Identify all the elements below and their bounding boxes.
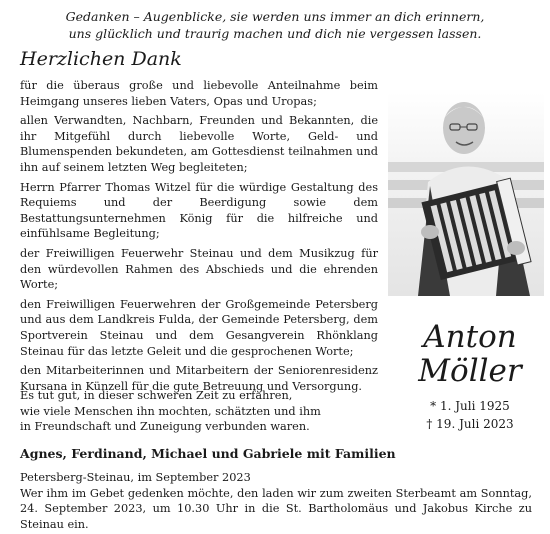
portrait-photo	[388, 92, 544, 296]
memorial-quote	[40, 8, 510, 42]
closing-line: in Freundschaft und Zuneigung verbunden waren.	[20, 420, 310, 434]
thanks-heading: Herzlichen Dank	[20, 48, 182, 70]
thanks-paragraph: der Freiwilligen Feuerwehr Steinau und dem Musikzug für den würdevollen Rahmen des Abschieds und die ehrenden Worte;	[20, 246, 378, 292]
thanks-paragraph: für die überaus große und liebevolle Anteilnahme beim Heimgang unseres lieben Vaters, Opas und Uropas;	[20, 79, 378, 108]
thanks-paragraph: allen Verwandten, Nachbarn, Freunden und Bekannten, die ihr Mitgefühl durch liebevolle Worte, Geld- und Blumenspenden bekundeten, am Gottesdienst teilnahmen und ihn auf seinem letzten Weg begleiteten;	[20, 114, 378, 174]
last-name: Möller	[418, 353, 522, 389]
service-invitation: Wer ihm im Gebet gedenken möchte, den laden wir zum zweiten Sterbeamt am Sonntag, 24. September 2023, um 10.30 Uhr in die St. Bartholomäus und Jakobus Kirche zu Steinau ein.	[20, 486, 532, 531]
family-signature: Agnes, Ferdinand, Michael und Gabriele mit Familien	[20, 446, 396, 461]
birth-date: * 1. Juli 1925	[430, 399, 510, 413]
place-date: Petersberg-Steinau, im September 2023	[20, 471, 251, 484]
death-date: † 19. Juli 2023	[426, 417, 514, 431]
deceased-name	[400, 320, 540, 388]
footer	[20, 470, 532, 532]
thanks-paragraph: den Mitarbeiterinnen und Mitarbeitern der Seniorenresidenz Kursana in Künzell für die gute Betreuung und Versorgung.	[20, 364, 378, 393]
quote-line: uns glücklich und traurig machen und dich nie vergessen lassen.	[68, 26, 482, 41]
thanks-paragraph: Herrn Pfarrer Thomas Witzel für die würdige Gestaltung des Requiems und der Beerdigung sowie dem Bestattungsunternehmen König für die hilfreiche und einfühlsame Begleitung;	[20, 180, 378, 241]
thanks-paragraph: den Freiwilligen Feuerwehren der Großgemeinde Petersberg und aus dem Landkreis Fulda, der Gemeinde Petersberg, dem Sportverein Steinau und dem Gesangverein Rhönklang Steinau für das letzte Geleit und die gesprochenen Worte;	[20, 297, 378, 358]
first-name: Anton	[423, 319, 517, 355]
quote-line: Gedanken – Augenblicke, sie werden uns immer an dich erinnern,	[65, 9, 485, 24]
life-dates	[400, 397, 540, 433]
thanks-body	[20, 78, 378, 398]
closing-text	[20, 388, 390, 435]
portrait-illustration	[388, 92, 544, 296]
closing-line: Es tut gut, in dieser schweren Zeit zu erfahren,	[20, 389, 293, 402]
closing-line: wie viele Menschen ihn mochten, schätzten und ihm	[20, 404, 321, 418]
